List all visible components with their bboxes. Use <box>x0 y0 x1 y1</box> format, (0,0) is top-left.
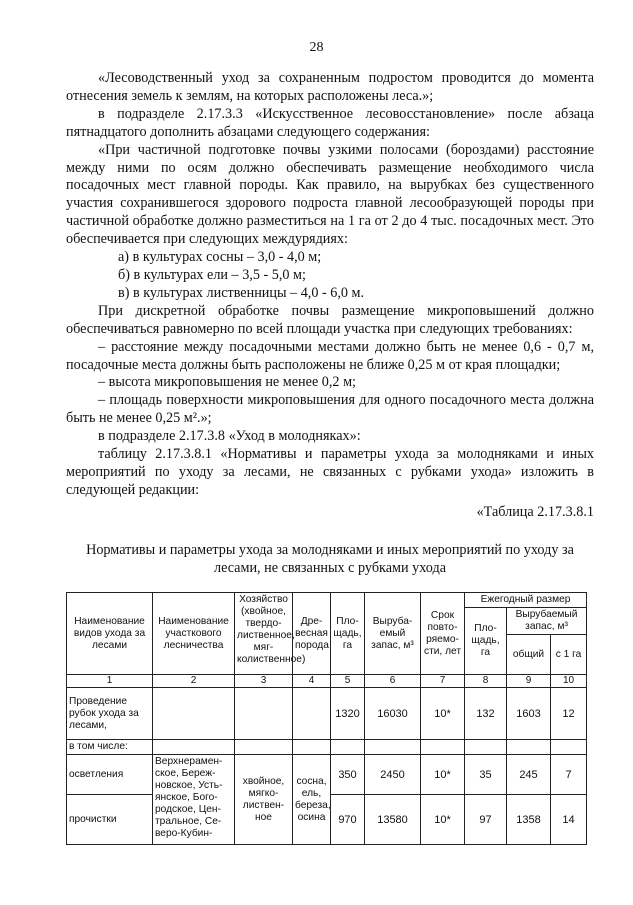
table-cell: в том числе: <box>67 740 153 755</box>
table-cell <box>235 688 293 740</box>
table-header: Срок повто-ряемо-сти, лет <box>421 593 465 675</box>
table-cell: сосна, ель, береза, осина <box>293 755 331 845</box>
table-title: Нормативы и параметры ухода за молодняками и иных мероприятий по уходу за лесами, не связанных с рубками ухода <box>86 542 574 576</box>
table-cell: 1320 <box>331 688 365 740</box>
table-row <box>67 688 587 740</box>
paragraph: «Лесоводственный уход за сохраненным подростом проводится до момента отнесения земель к землям, на которых расположены леса.»; <box>66 70 594 104</box>
table-header-row <box>67 593 587 608</box>
list-item: в) в культурах лиственницы – 4,0 - 6,0 м. <box>118 284 365 301</box>
list-item: б) в культурах ели – 3,5 - 5,0 м; <box>118 266 306 283</box>
column-number: 9 <box>507 675 551 688</box>
table-cell: 10* <box>421 755 465 795</box>
table-cell: Верхнерамен-ское, Береж-новское, Усть-янское, Бого-родское, Цен-тральное, Се-веро-Кубин- <box>153 755 235 845</box>
table-cell <box>153 688 235 740</box>
table-cell <box>331 740 365 755</box>
table-reference: «Таблица 2.17.3.8.1 <box>476 503 594 520</box>
table-cell: 10* <box>421 795 465 845</box>
table-header: Выруба-емый запас, м³ <box>365 593 421 675</box>
table-cell: 7 <box>551 755 587 795</box>
table-cell <box>365 740 421 755</box>
table-cell: 132 <box>465 688 507 740</box>
table-cell: 1358 <box>507 795 551 845</box>
table-row <box>67 740 587 755</box>
table-cell: прочистки <box>67 795 153 845</box>
column-number: 2 <box>153 675 235 688</box>
table-cell <box>293 740 331 755</box>
body-text <box>66 70 594 522</box>
paragraph: «При частичной подготовке почвы узкими полосами (бороздами) расстояние между ними по осям должно обеспечивать размещение необходимого числа посадочных мест главной породы. Как правило, на вырубках без существенного участия сохранившегося здорового подроста главной лесообразующей породы при частичной обработке должно разместиться на 1 га от 2 до 4 тыс. посадочных мест. Это обеспечивается при следующих междурядиях: <box>66 141 594 248</box>
table-header: Вырубаемый запас, м³ <box>507 608 587 635</box>
table-cell: 13580 <box>365 795 421 845</box>
table-header: Пло-щадь, га <box>331 593 365 675</box>
column-number: 6 <box>365 675 421 688</box>
table-cell: 970 <box>331 795 365 845</box>
table-header: Наименование участкового лесничества <box>153 593 235 675</box>
table-cell: 12 <box>551 688 587 740</box>
column-number: 7 <box>421 675 465 688</box>
table-cell: 97 <box>465 795 507 845</box>
table-cell: 14 <box>551 795 587 845</box>
column-number: 4 <box>293 675 331 688</box>
table-header: Хозяйство (хвойное, твердо-лиственное, мяг-колиственное) <box>235 593 293 675</box>
table-cell: 10* <box>421 688 465 740</box>
column-number: 10 <box>551 675 587 688</box>
table-header: Пло-щадь, га <box>465 608 507 675</box>
table-cell <box>465 740 507 755</box>
paragraph: в подразделе 2.17.3.8 «Уход в молодняках»: <box>98 428 361 445</box>
table-cell <box>421 740 465 755</box>
column-number: 1 <box>67 675 153 688</box>
table-header: Наименование видов ухода за лесами <box>67 593 153 675</box>
paragraph: в подразделе 2.17.3.3 «Искусственное лесовосстановление» после абзаца пятнадцатого дополнить абзацами следующего содержания: <box>66 105 594 140</box>
table-cell <box>551 740 587 755</box>
list-item: – расстояние между посадочными местами должно быть не менее 0,6 - 0,7 м, посадочные места должны быть расположены не ближе 0,25 м от края площадки; <box>66 338 594 373</box>
column-number: 5 <box>331 675 365 688</box>
paragraph: таблицу 2.17.3.8.1 «Нормативы и параметры ухода за молодняками и иных мероприятий по уходу за лесами, не связанных с рубками ухода» изложить в следующей редакции: <box>66 446 594 498</box>
column-number: 8 <box>465 675 507 688</box>
page-number: 28 <box>309 40 324 55</box>
norms-table <box>66 592 587 845</box>
table-row <box>67 755 587 795</box>
table-cell: осветления <box>67 755 153 795</box>
table-cell <box>507 740 551 755</box>
table-cell <box>293 688 331 740</box>
table-header: Ежегодный размер <box>465 593 587 608</box>
column-number-row <box>67 675 587 688</box>
table-cell: 2450 <box>365 755 421 795</box>
table-header: Дре-весная порода <box>293 593 331 675</box>
table-cell: 16030 <box>365 688 421 740</box>
list-item: – высота микроповышения не менее 0,2 м; <box>98 374 356 391</box>
table-header: с 1 га <box>551 635 587 675</box>
table-cell: 350 <box>331 755 365 795</box>
list-item: а) в культурах сосны – 3,0 - 4,0 м; <box>118 249 322 266</box>
column-number: 3 <box>235 675 293 688</box>
table-header: общий <box>507 635 551 675</box>
table-cell <box>235 740 293 755</box>
table-cell: Проведение рубок ухода за лесами, <box>67 688 153 740</box>
table-cell: 245 <box>507 755 551 795</box>
table-cell: 1603 <box>507 688 551 740</box>
table-cell: 35 <box>465 755 507 795</box>
table-cell: хвойное, мягко-листвен-ное <box>235 755 293 845</box>
table-cell <box>153 740 235 755</box>
list-item: – площадь поверхности микроповышения для одного посадочного места должна быть не менее 0,25 м².»; <box>66 392 594 427</box>
paragraph: При дискретной обработке почвы размещение микроповышений должно обеспечиваться равномерно по всей площади участка при следующих требованиях: <box>66 302 594 337</box>
